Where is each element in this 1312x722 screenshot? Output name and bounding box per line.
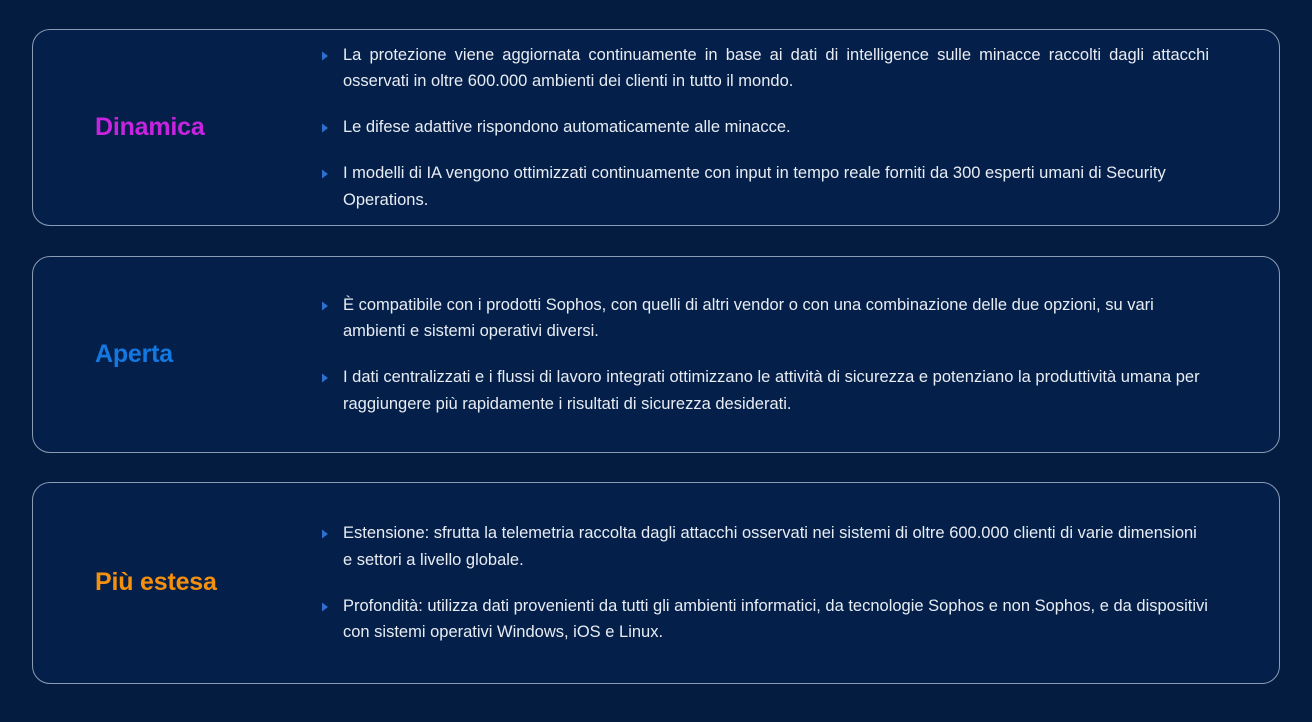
chevron-right-icon (321, 301, 329, 311)
list-item-text: Le difese adattive rispondono automaticamente alle minacce. (343, 118, 791, 137)
card-heading-column (33, 341, 321, 369)
card-body-column (321, 292, 1279, 418)
list-item (321, 593, 1209, 646)
chevron-right-icon (321, 602, 329, 612)
list-item (321, 160, 1209, 213)
bullet-list (321, 520, 1209, 646)
feature-card-piu-estesa (32, 482, 1280, 684)
feature-card-dinamica (32, 29, 1280, 226)
bullet-list (321, 292, 1209, 418)
card-heading-column (33, 114, 321, 142)
card-heading-aperta: Aperta (95, 339, 173, 368)
list-item-text: I modelli di IA vengono ottimizzati continuamente con input in tempo reale forniti da 300 esperti umani di Security Operations. (343, 163, 1166, 209)
card-body-column (321, 520, 1279, 646)
list-item (321, 364, 1209, 417)
list-item (321, 42, 1209, 95)
chevron-right-icon (321, 123, 329, 133)
list-item-text: Estensione: sfrutta la telemetria raccolta dagli attacchi osservati nei sistemi di oltre 600.000 clienti di varie dimensioni e settori a livello globale. (343, 524, 1197, 569)
list-item-text: I dati centralizzati e i flussi di lavoro integrati ottimizzano le attività di sicurezza e potenziano la produttività umana per raggiungere più rapidamente i risultati di sicurezza desiderati. (343, 368, 1200, 413)
list-item-text: È compatibile con i prodotti Sophos, con quelli di altri vendor o con una combinazione delle due opzioni, su vari ambienti e sistemi operativi diversi. (343, 295, 1154, 341)
card-heading-piu-estesa: Più estesa (95, 568, 217, 597)
chevron-right-icon (321, 529, 329, 539)
chevron-right-icon (321, 373, 329, 383)
list-item-text: La protezione viene aggiornata continuamente in base ai dati di intelligence sulle minacce raccolti dagli attacchi osservati in oltre 600.000 ambienti dei clienti in tutto il mondo. (343, 45, 1209, 91)
chevron-right-icon (321, 51, 329, 61)
feature-card-aperta (32, 256, 1280, 453)
card-heading-dinamica: Dinamica (95, 112, 205, 141)
list-item-text: Profondità: utilizza dati provenienti da tutti gli ambienti informatici, da tecnologie Sophos e non Sophos, e da dispositivi con sistemi operativi Windows, iOS e Linux. (343, 596, 1208, 642)
card-body-column (321, 42, 1279, 214)
list-item (321, 292, 1209, 345)
card-heading-column (33, 569, 321, 597)
chevron-right-icon (321, 169, 329, 179)
bullet-list (321, 42, 1209, 214)
list-item (321, 520, 1209, 573)
list-item (321, 114, 1209, 141)
